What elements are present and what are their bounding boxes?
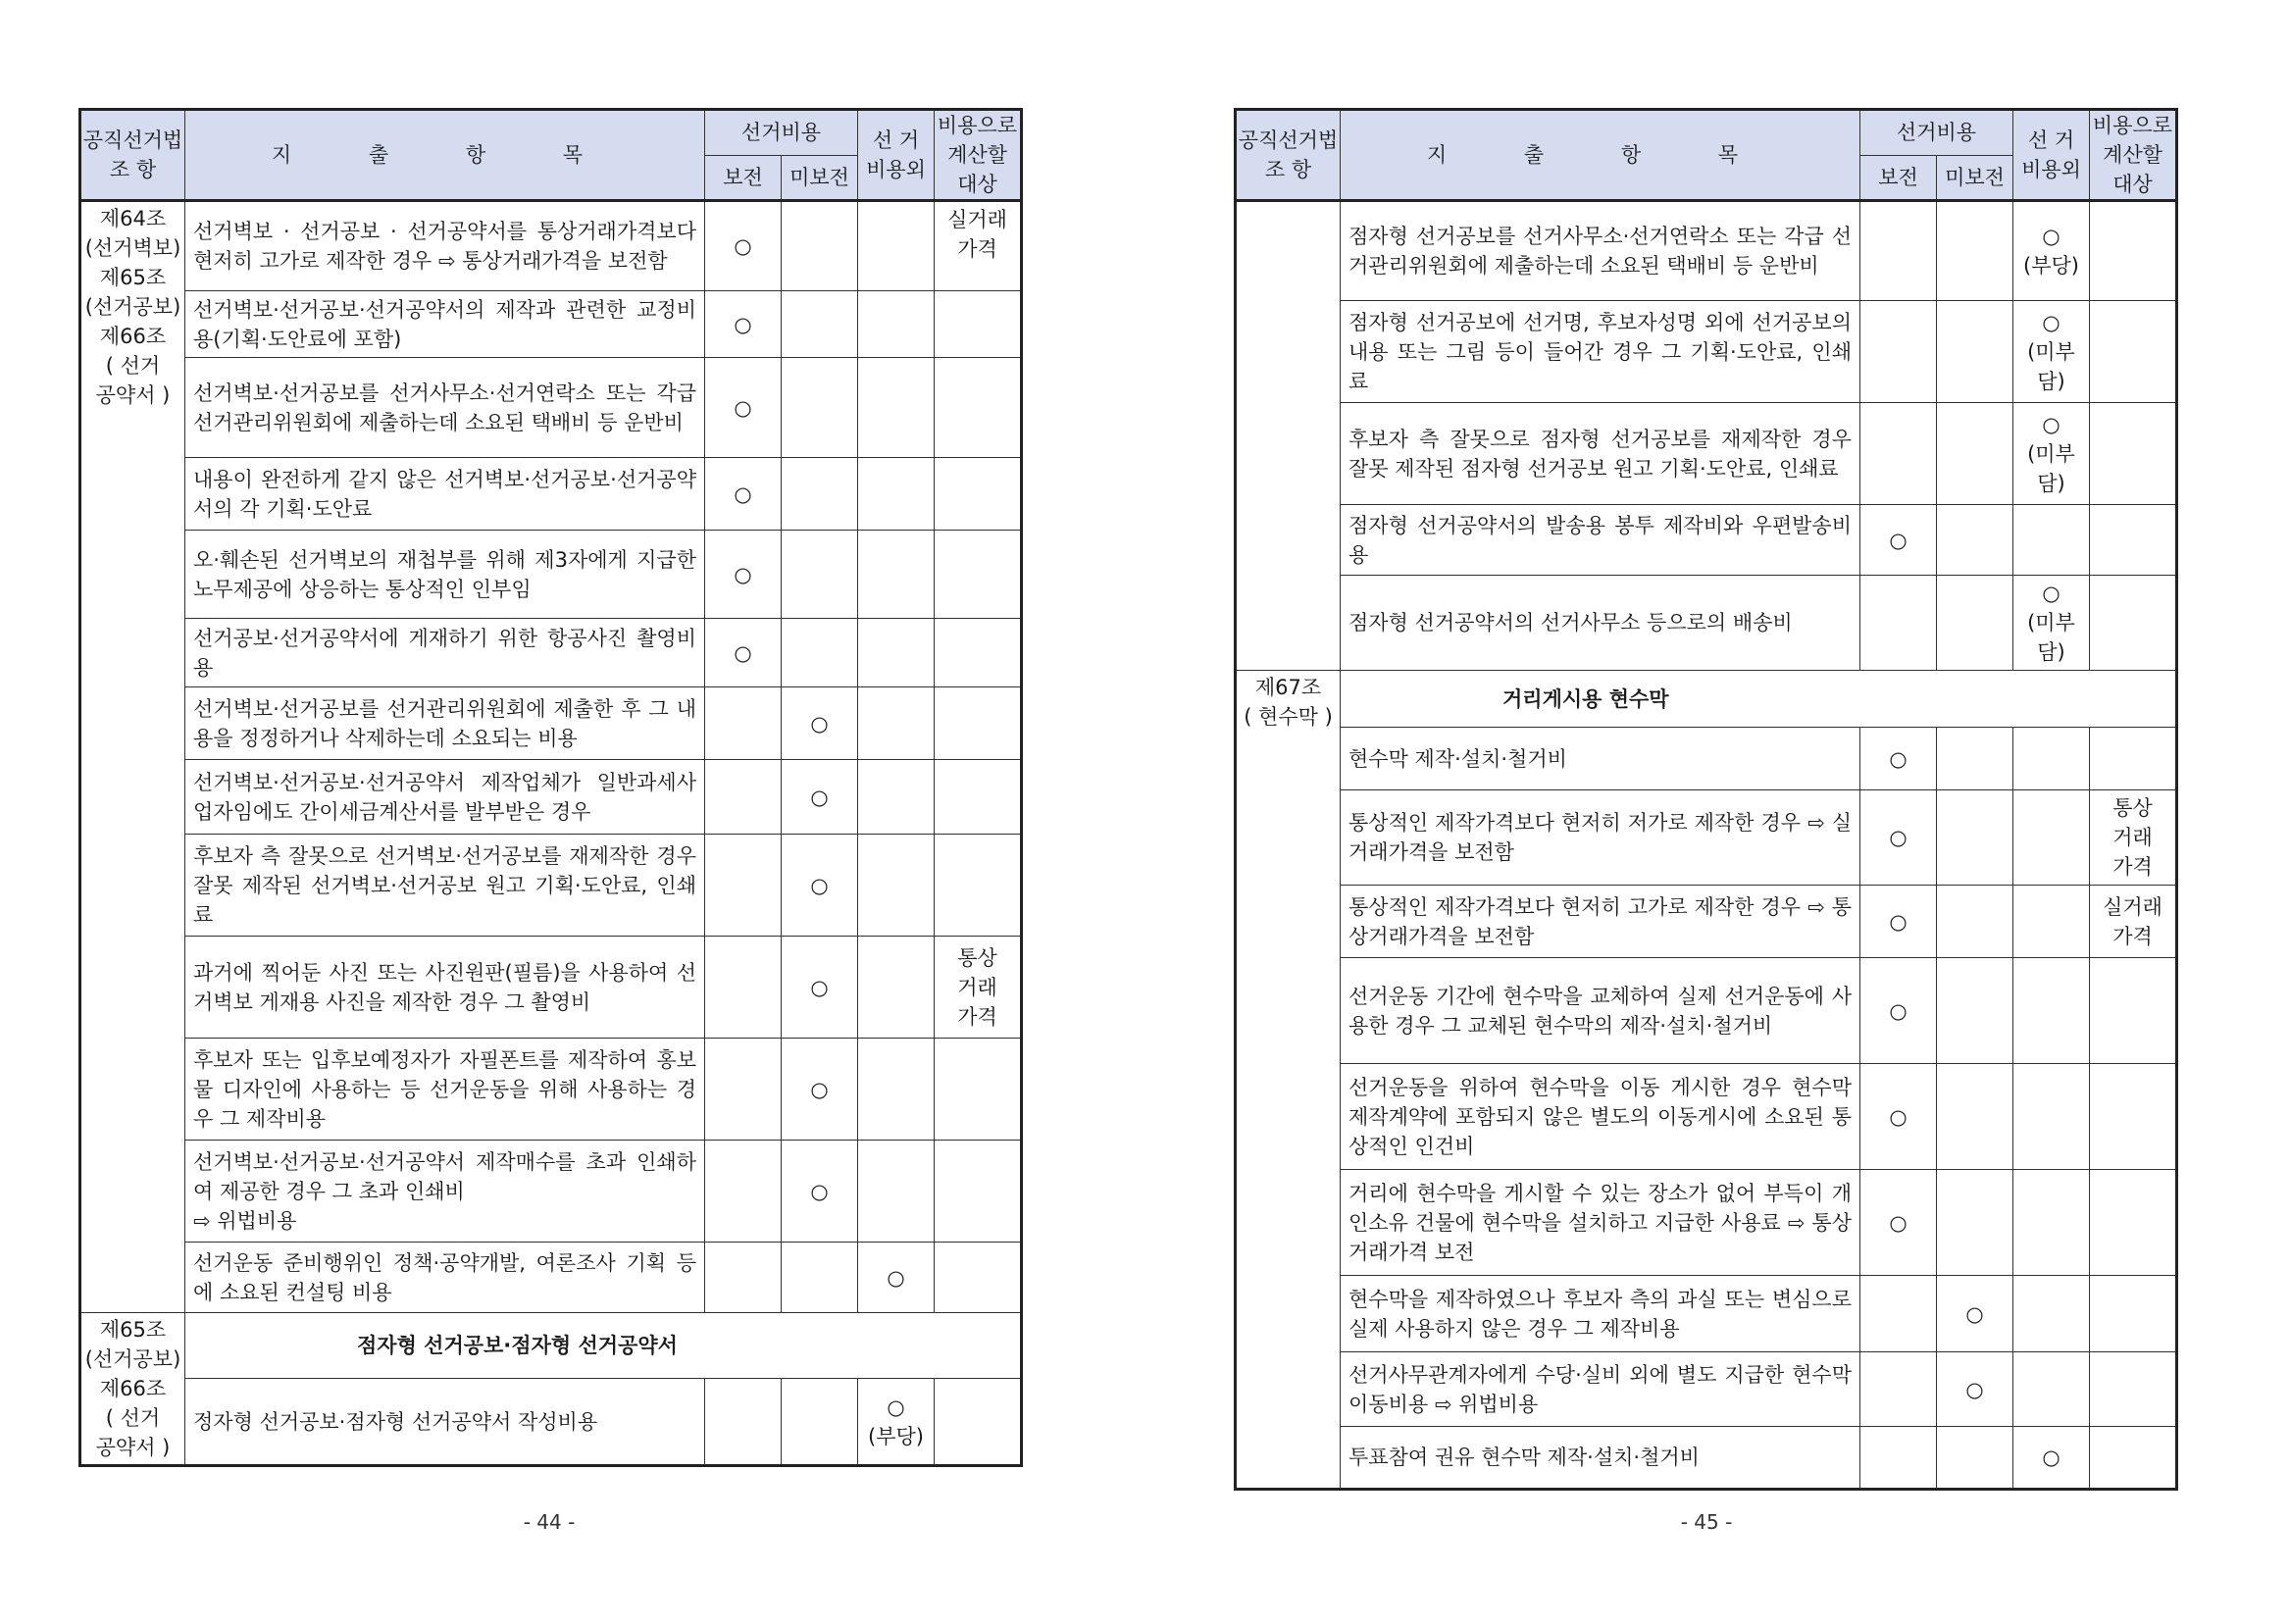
expense-table-right [1234,108,2178,1491]
mark-preserved: ○ [705,291,782,358]
mark-preserved [705,1141,782,1243]
basis-cell [935,1039,1022,1141]
header-items: 지 출 항 목 [185,110,705,201]
basis-cell [935,1379,1022,1466]
mark-not-preserved: ○ [782,937,858,1039]
expense-item: 선거운동 준비행위인 정책·공약개발, 여론조사 기획 등에 소요된 컨설팅 비용 [185,1243,705,1313]
basis-cell [2090,1352,2177,1427]
mark-preserved [705,835,782,937]
mark-non-cost [858,458,935,531]
page-number: - 44 - [523,1510,576,1534]
expense-item: 선거사무관계자에게 수당·실비 외에 별도 지급한 현수막 이동비용 ⇨ 위법비용 [1341,1352,1860,1427]
expense-item: 선거공보·선거공약서에 게재하기 위한 항공사진 촬영비용 [185,619,705,687]
mark-preserved: ○ [705,458,782,531]
expense-item: 점자형 선거공약서의 발송용 봉투 제작비와 우편발송비용 [1341,505,1860,576]
mark-preserved [1860,1427,1937,1490]
basis-cell [935,291,1022,358]
mark-non-cost: ○ [2013,1427,2090,1490]
mark-non-cost [858,619,935,687]
mark-non-cost [2013,1170,2090,1276]
header-preserved: 보전 [705,155,782,201]
basis-cell: 실거래 가격 [935,201,1022,291]
header-not-preserved: 미보전 [782,155,858,201]
mark-not-preserved [1937,301,2013,403]
mark-not-preserved [782,201,858,291]
mark-not-preserved [1937,1427,2013,1490]
mark-non-cost [858,687,935,760]
mark-non-cost [2013,728,2090,790]
mark-preserved: ○ [705,619,782,687]
expense-item: 현수막을 제작하였으나 후보자 측의 과실 또는 변심으로 실제 사용하지 않은 경우 그 제작비용 [1341,1276,1860,1352]
mark-preserved: ○ [1860,790,1937,886]
mark-not-preserved [782,291,858,358]
expense-item: 내용이 완전하게 같지 않은 선거벽보·선거공보·선거공약서의 각 기획·도안료 [185,458,705,531]
mark-preserved: ○ [1860,505,1937,576]
mark-preserved [1860,1276,1937,1352]
mark-preserved: ○ [1860,886,1937,958]
mark-not-preserved [1937,886,2013,958]
mark-not-preserved: ○ [782,835,858,937]
header-non-cost: 선 거 비용외 [2013,110,2090,201]
header-basis: 비용으로 계산할 대상 [2090,110,2177,201]
mark-non-cost [2013,1352,2090,1427]
basis-cell [2090,403,2177,505]
mark-preserved [705,1039,782,1141]
expense-item: 통상적인 제작가격보다 현저히 저가로 제작한 경우 ⇨ 실거래가격을 보전함 [1341,790,1860,886]
header-basis: 비용으로 계산할 대상 [935,110,1022,201]
mark-non-cost: ○ (미부담) [2013,576,2090,671]
expense-item: 통상적인 제작가격보다 현저히 고가로 제작한 경우 ⇨ 통상거래가격을 보전함 [1341,886,1860,958]
expense-item: 선거벽보·선거공보를 선거관리위원회에 제출한 후 그 내용을 정정하거나 삭제하는데 소요되는 비용 [185,687,705,760]
mark-non-cost [858,760,935,835]
header-law: 공직선거법 조 항 [1236,110,1341,201]
header-cost: 선거비용 [705,110,858,156]
mark-not-preserved [782,531,858,619]
mark-non-cost [2013,790,2090,886]
basis-cell [935,1243,1022,1313]
basis-cell: 통상 거래 가격 [935,937,1022,1039]
mark-not-preserved: ○ [1937,1352,2013,1427]
page-44 [78,108,1020,1467]
basis-cell [2090,505,2177,576]
mark-not-preserved: ○ [782,1039,858,1141]
basis-cell [2090,1276,2177,1352]
mark-not-preserved [1937,201,2013,301]
basis-cell [935,1141,1022,1243]
mark-not-preserved [782,619,858,687]
basis-cell [2090,958,2177,1064]
expense-item: 후보자 측 잘못으로 점자형 선거공보를 재제작한 경우 잘못 제작된 점자형 선거공보 원고 기획·도안료, 인쇄료 [1341,403,1860,505]
mark-preserved: ○ [1860,1064,1937,1170]
mark-not-preserved: ○ [782,760,858,835]
header-non-cost: 선 거 비용외 [858,110,935,201]
expense-item: 과거에 찍어둔 사진 또는 사진원판(필름)을 사용하여 선거벽보 게재용 사진을 제작한 경우 그 촬영비 [185,937,705,1039]
mark-preserved: ○ [1860,1170,1937,1276]
section-title: 점자형 선거공보·점자형 선거공약서 [185,1313,1022,1379]
basis-cell: 실거래 가격 [2090,886,2177,958]
mark-not-preserved: ○ [1937,1276,2013,1352]
page-number: - 45 - [1680,1510,1733,1534]
header-preserved: 보전 [1860,155,1937,201]
mark-preserved: ○ [1860,958,1937,1064]
expense-item: 선거벽보·선거공보·선거공약서 제작업체가 일반과세사업자임에도 간이세금계산서를 발부받은 경우 [185,760,705,835]
mark-non-cost [858,835,935,937]
basis-cell [935,760,1022,835]
mark-preserved: ○ [705,531,782,619]
mark-preserved [1860,403,1937,505]
mark-not-preserved [1937,576,2013,671]
expense-item: 선거벽보 · 선거공보 · 선거공약서를 통상거래가격보다 현저히 고가로 제작한 경우 ⇨ 통상거래가격을 보전함 [185,201,705,291]
basis-cell [2090,1170,2177,1276]
mark-non-cost [2013,886,2090,958]
basis-cell [2090,201,2177,301]
mark-not-preserved [782,458,858,531]
section-title: 거리게시용 현수막 [1341,671,2177,728]
expense-item: 선거벽보·선거공보·선거공약서 제작매수를 초과 인쇄하여 제공한 경우 그 초과 인쇄비 ⇨ 위법비용 [185,1141,705,1243]
mark-non-cost: ○ (미부담) [2013,403,2090,505]
expense-item: 선거벽보·선거공보를 선거사무소·선거연락소 또는 각급 선거관리위원회에 제출하는데 소요된 택배비 등 운반비 [185,358,705,458]
expense-item: 투표참여 권유 현수막 제작·설치·철거비 [1341,1427,1860,1490]
basis-cell: 통상 거래 가격 [2090,790,2177,886]
basis-cell [2090,301,2177,403]
mark-preserved [1860,201,1937,301]
mark-preserved [705,1379,782,1466]
mark-not-preserved [1937,958,2013,1064]
mark-non-cost [858,937,935,1039]
header-cost: 선거비용 [1860,110,2013,156]
expense-table-left [78,108,1023,1467]
basis-cell [935,358,1022,458]
mark-preserved [1860,301,1937,403]
mark-non-cost [858,1039,935,1141]
mark-non-cost [858,358,935,458]
mark-non-cost [858,201,935,291]
mark-preserved [705,937,782,1039]
mark-non-cost [858,531,935,619]
mark-preserved [705,687,782,760]
law-article: 제64조 (선거벽보) 제65조 (선거공보) 제66조 ( 선거 공약서 ) [80,201,185,1313]
mark-not-preserved [1937,790,2013,886]
mark-non-cost: ○ (부당) [2013,201,2090,301]
mark-not-preserved [782,1379,858,1466]
mark-preserved [1860,576,1937,671]
expense-item: 후보자 또는 입후보예정자가 자필폰트를 제작하여 홍보물 디자인에 사용하는 등 선거운동을 위해 사용하는 경우 그 제작비용 [185,1039,705,1141]
mark-non-cost [2013,1276,2090,1352]
basis-cell [935,619,1022,687]
basis-cell [2090,576,2177,671]
basis-cell [935,835,1022,937]
basis-cell [935,687,1022,760]
expense-item: 점자형 선거공보에 선거명, 후보자성명 외에 선거공보의 내용 또는 그림 등이 들어간 경우 그 기획·도안료, 인쇄료 [1341,301,1860,403]
expense-item: 현수막 제작·설치·철거비 [1341,728,1860,790]
mark-non-cost [858,1141,935,1243]
mark-preserved [705,760,782,835]
expense-item: 후보자 측 잘못으로 선거벽보·선거공보를 재제작한 경우 잘못 제작된 선거벽보·선거공보 원고 기획·도안료, 인쇄료 [185,835,705,937]
mark-preserved [1860,1352,1937,1427]
mark-not-preserved [1937,728,2013,790]
expense-item: 정자형 선거공보·점자형 선거공약서 작성비용 [185,1379,705,1466]
mark-not-preserved: ○ [782,687,858,760]
mark-not-preserved [1937,1170,2013,1276]
basis-cell [935,458,1022,531]
expense-item: 점자형 선거공약서의 선거사무소 등으로의 배송비 [1341,576,1860,671]
expense-item: 선거운동을 위하여 현수막을 이동 게시한 경우 현수막 제작계약에 포함되지 않은 별도의 이동게시에 소요된 통상적인 인건비 [1341,1064,1860,1170]
expense-item: 오·훼손된 선거벽보의 재첩부를 위해 제3자에게 지급한 노무제공에 상응하는 통상적인 인부임 [185,531,705,619]
mark-preserved: ○ [1860,728,1937,790]
mark-preserved [705,1243,782,1313]
expense-item: 거리에 현수막을 게시할 수 있는 장소가 없어 부득이 개인소유 건물에 현수막을 설치하고 지급한 사용료 ⇨ 통상거래가격 보전 [1341,1170,1860,1276]
basis-cell [935,531,1022,619]
law-article: 제65조 (선거공보) 제66조 ( 선거 공약서 ) [80,1313,185,1466]
basis-cell [2090,728,2177,790]
basis-cell [2090,1427,2177,1490]
mark-non-cost [2013,1064,2090,1170]
mark-non-cost: ○ (미부담) [2013,301,2090,403]
header-not-preserved: 미보전 [1937,155,2013,201]
law-article-continued [1236,201,1341,671]
header-items: 지 출 항 목 [1341,110,1860,201]
basis-cell [2090,1064,2177,1170]
mark-not-preserved [1937,1064,2013,1170]
mark-preserved: ○ [705,358,782,458]
mark-not-preserved [1937,403,2013,505]
mark-non-cost: ○ [858,1243,935,1313]
expense-item: 선거운동 기간에 현수막을 교체하여 실제 선거운동에 사용한 경우 그 교체된 현수막의 제작·설치·철거비 [1341,958,1860,1064]
mark-non-cost [858,291,935,358]
law-article: 제67조 ( 현수막 ) [1236,671,1341,1490]
header-law: 공직선거법 조 항 [80,110,185,201]
mark-not-preserved [782,1243,858,1313]
mark-not-preserved [1937,505,2013,576]
mark-not-preserved: ○ [782,1141,858,1243]
mark-non-cost [2013,958,2090,1064]
page-45 [1234,108,2175,1491]
mark-non-cost: ○ (부당) [858,1379,935,1466]
mark-not-preserved [782,358,858,458]
expense-item: 점자형 선거공보를 선거사무소·선거연락소 또는 각급 선거관리위원회에 제출하는데 소요된 택배비 등 운반비 [1341,201,1860,301]
expense-item: 선거벽보·선거공보·선거공약서의 제작과 관련한 교정비용(기획·도안료에 포함) [185,291,705,358]
mark-preserved: ○ [705,201,782,291]
mark-non-cost [2013,505,2090,576]
